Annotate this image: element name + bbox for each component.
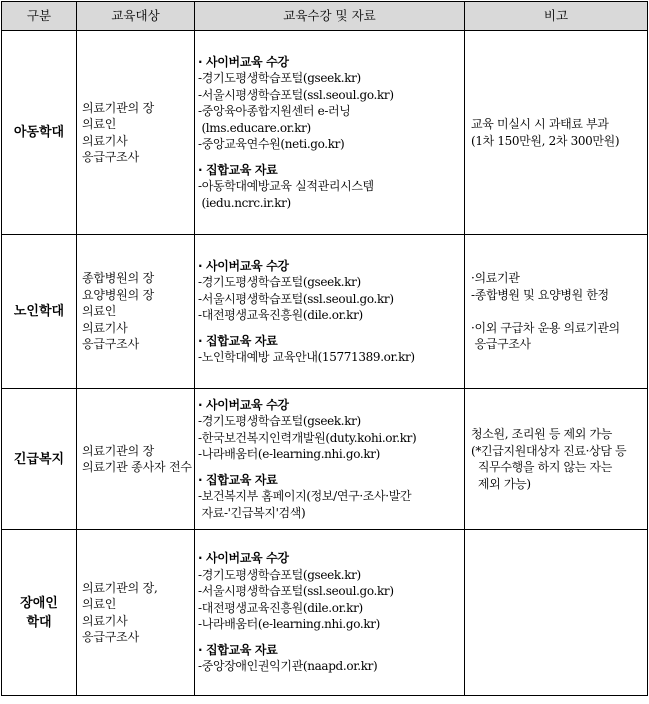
text-line: 긴급복지 — [13, 451, 65, 467]
section-gap — [198, 324, 462, 333]
text-line: 의료기사 — [82, 320, 128, 335]
text-line: 의료기관 종사자 전수 — [82, 460, 192, 474]
text-line: 응급구조사 — [82, 337, 139, 352]
text-line: -대전평생교육진흥원(dile.or.kr) — [198, 600, 363, 615]
text-line: -한국보건복지인력개발원(duty.kohi.or.kr) — [198, 430, 417, 445]
resources-cell — [195, 31, 465, 235]
text-line: 의료인 — [82, 304, 117, 319]
text-line: -서울시평생학습포털(ssl.seoul.go.kr) — [198, 584, 394, 599]
table-row — [2, 235, 648, 389]
remark-line: 교육 미실시 시 과태료 부과 — [471, 117, 609, 131]
header-row — [2, 2, 648, 31]
text-line: (iedu.ncrc.ir.kr) — [198, 195, 291, 210]
cyber-section-title: · 사이버교육 수강 — [198, 258, 289, 273]
cyber-section-title: · 사이버교육 수강 — [198, 54, 289, 69]
cyber-section-title: · 사이버교육 수강 — [198, 551, 289, 566]
resources-cell — [195, 235, 465, 389]
remark-line: 제외 가능) — [471, 476, 531, 491]
text-line: 종합병원의 장 — [82, 271, 154, 286]
target-cell — [77, 389, 195, 530]
section-gap — [198, 153, 462, 162]
text-line: -경기도평생학습포털(gseek.kr) — [198, 567, 361, 582]
remark-line: ·이외 구급차 운용 의료기관의 — [471, 320, 620, 335]
group-section-title: · 집합교육 자료 — [198, 162, 278, 177]
text-line: 응급구조사 — [82, 630, 139, 644]
remarks-cell — [465, 235, 648, 389]
category-cell — [2, 389, 77, 530]
remark-line: (*긴급지원대상자 진료·상담 등 — [471, 443, 627, 458]
target-cell — [77, 530, 195, 696]
cyber-section-title: · 사이버교육 수강 — [198, 397, 289, 412]
text-line: 의료기사 — [82, 133, 128, 148]
remark-line: 청소원, 조리원 등 제외 가능 — [471, 427, 612, 441]
remark-line: 응급구조사 — [471, 337, 531, 352]
text-line: -서울시평생학습포털(ssl.seoul.go.kr) — [198, 291, 394, 306]
group-section-title: · 집합교육 자료 — [198, 333, 278, 348]
text-line: -나라배움터(e-learning.nhi.go.kr) — [198, 447, 380, 462]
text-line: 응급구조사 — [82, 150, 139, 164]
header-resources: 교육수강 및 자료 — [195, 2, 465, 31]
remark-line: 직무수행을 하지 않는 자는 — [471, 460, 612, 474]
text-line: -나라배움터(e-learning.nhi.go.kr) — [198, 617, 380, 632]
text-line: -보건복지부 홈페이지(정보/연구·조사·발간 — [198, 489, 412, 504]
table-row — [2, 389, 648, 530]
remarks-cell — [465, 530, 648, 696]
text-line: -경기도평생학습포털(gseek.kr) — [198, 71, 361, 86]
remark-line: (1차 150만원, 2차 300만원) — [471, 133, 620, 148]
text-line: 의료기사 — [82, 613, 128, 628]
text-line: 노인학대 — [13, 304, 65, 319]
text-line: -중앙교육연수원(neti.go.kr) — [198, 137, 345, 152]
target-cell — [77, 235, 195, 389]
text-line: 학대 — [26, 614, 52, 630]
text-line: 장애인 — [20, 595, 58, 611]
section-gap — [198, 633, 462, 642]
table-row — [2, 530, 648, 696]
header-target: 교육대상 — [77, 2, 195, 31]
text-line: 의료기관의 장 — [82, 443, 154, 458]
text-line: -중앙장애인권익기관(naapd.or.kr) — [198, 659, 378, 674]
group-section-title: · 집합교육 자료 — [198, 642, 278, 657]
resources-cell — [195, 389, 465, 530]
resources-cell — [195, 530, 465, 696]
text-line: -대전평생교육진흥원(dile.or.kr) — [198, 308, 363, 322]
text-line: 의료인 — [82, 117, 117, 131]
education-table — [1, 1, 648, 696]
category-cell — [2, 235, 77, 389]
text-line: 아동학대 — [13, 125, 65, 140]
table-row — [2, 31, 648, 235]
text-line: -중앙육아종합지원센터 e-러닝 — [198, 104, 351, 119]
text-line: -경기도평생학습포털(gseek.kr) — [198, 275, 361, 289]
remark-line: ·의료기관 — [471, 271, 520, 286]
category-cell — [2, 31, 77, 235]
target-cell — [77, 31, 195, 235]
table-body — [2, 31, 648, 696]
text-line: 자료-'긴급복지'검색) — [198, 505, 306, 520]
header-remarks: 비고 — [465, 2, 648, 31]
category-cell — [2, 530, 77, 696]
text-line: -아동학대예방교육 실적관리시스템 — [198, 179, 374, 194]
text-line: -경기도평생학습포털(gseek.kr) — [198, 414, 361, 429]
text-line: -노인학대예방 교육안내(15771389.or.kr) — [198, 350, 415, 364]
text-line: 요양병원의 장 — [82, 287, 154, 302]
remark-line: -종합병원 및 요양병원 한정 — [471, 287, 609, 302]
group-section-title: · 집합교육 자료 — [198, 472, 278, 487]
text-line: -서울시평생학습포털(ssl.seoul.go.kr) — [198, 87, 394, 102]
remarks-cell — [465, 31, 648, 235]
text-line: (lms.educare.or.kr) — [198, 120, 311, 135]
remarks-cell — [465, 389, 648, 530]
header-category: 구분 — [2, 2, 77, 31]
text-line: 의료기관의 장 — [82, 100, 154, 115]
text-line: 의료기관의 장, — [82, 580, 158, 595]
remark-line — [471, 303, 645, 320]
section-gap — [198, 463, 462, 472]
text-line: 의료인 — [82, 597, 117, 611]
